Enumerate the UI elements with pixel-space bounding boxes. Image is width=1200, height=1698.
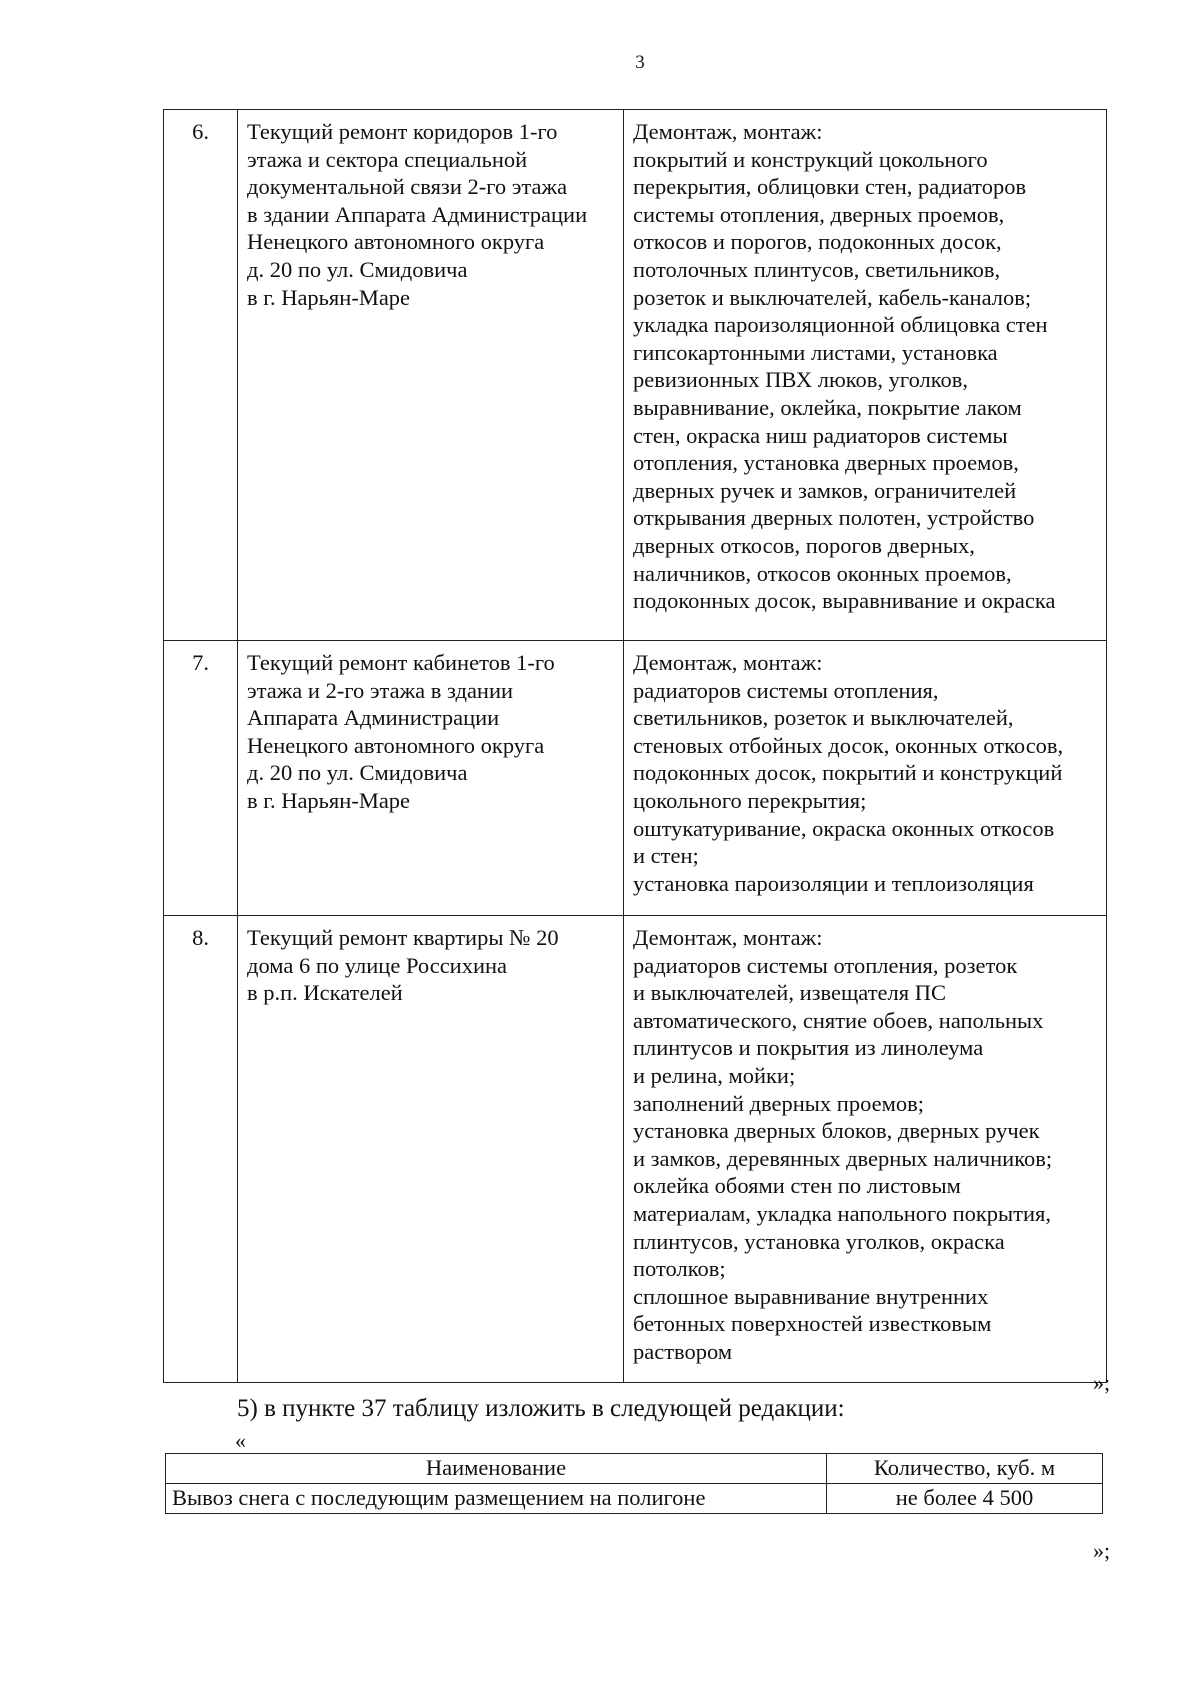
work-line: цокольного перекрытия;	[633, 787, 867, 813]
work-line: Демонтаж, монтаж:	[633, 925, 823, 950]
work-line: установка дверных блоков, дверных ручек	[633, 1118, 1040, 1144]
work-line: и выключателей, извещателя ПС	[633, 980, 946, 1006]
work-line: материалам, укладка напольного покрытия,	[633, 1200, 1052, 1226]
work-line: подоконных досок, выравнивание и окраска	[633, 588, 1056, 614]
work-line: перекрытия, облицовки стен, радиаторов	[633, 174, 1027, 200]
work-line: радиаторов системы отопления, розеток	[633, 952, 1018, 978]
work-line: укладка пароизоляционной облицовка стен	[633, 312, 1048, 338]
object-line: Аппарата Администрации	[247, 705, 500, 731]
work-line: оклейка обоями стен по листовым	[633, 1173, 961, 1199]
header-quantity: Количество, куб. м	[827, 1454, 1103, 1484]
work-line: плинтусов и покрытия из линолеума	[633, 1035, 984, 1061]
work-line: отопления, установка дверных проемов,	[633, 450, 1019, 476]
header-name: Наименование	[166, 1454, 827, 1484]
object-line: в г. Нарьян-Маре	[247, 284, 411, 310]
object-line: Текущий ремонт коридоров 1-го	[247, 119, 558, 144]
work-line: наличников, откосов оконных проемов,	[633, 560, 1012, 586]
work-line: оштукатуривание, окраска оконных откосов	[633, 815, 1055, 841]
work-line: Демонтаж, монтаж:	[633, 650, 823, 675]
object-line: в здании Аппарата Администрации	[247, 201, 588, 227]
object-line: в р.п. Искателей	[247, 980, 403, 1006]
object-line: д. 20 по ул. Смидовича	[247, 256, 468, 282]
object-line: дома 6 по улице Россихина	[247, 952, 508, 978]
table-row	[164, 641, 1107, 916]
work-line: заполнений дверных проемов;	[633, 1090, 924, 1116]
object-line: этажа и сектора специальной	[247, 146, 528, 172]
object-line: в г. Нарьян-Маре	[247, 787, 411, 813]
works-table	[163, 109, 1107, 1383]
work-line: выравнивание, оклейка, покрытие лаком	[633, 394, 1022, 420]
object-line: Текущий ремонт кабинетов 1-го	[247, 650, 555, 675]
amendment-text: 5) в пункте 37 таблицу изложить в следующей редакции:	[237, 1395, 845, 1422]
object-line: Ненецкого автономного округа	[247, 229, 545, 255]
work-line: Демонтаж, монтаж:	[633, 119, 823, 144]
work-line: стен, окраска ниш радиаторов системы	[633, 422, 1008, 448]
work-line: бетонных поверхностей известковым	[633, 1311, 992, 1337]
snow-removal-table	[165, 1453, 1103, 1514]
work-line: светильников, розеток и выключателей,	[633, 705, 1014, 731]
snow-item-name: Вывоз снега с последующим размещением на полигоне	[166, 1484, 827, 1514]
object-line: этажа и 2-го этажа в здании	[247, 677, 514, 703]
work-line: и стен;	[633, 843, 699, 869]
work-line: автоматического, снятие обоев, напольных	[633, 1007, 1044, 1033]
work-line: дверных ручек и замков, ограничителей	[633, 477, 1017, 503]
work-line: гипсокартонными листами, установка	[633, 339, 998, 365]
work-line: установка пароизоляции и теплоизоляция	[633, 870, 1034, 896]
work-line: сплошное выравнивание внутренних	[633, 1283, 989, 1309]
work-line: раствором	[633, 1338, 733, 1364]
row-number: 8.	[164, 916, 238, 1383]
work-line: ревизионных ПВХ люков, уголков,	[633, 367, 969, 393]
object-line: Ненецкого автономного округа	[247, 732, 545, 758]
table-row	[164, 110, 1107, 641]
work-line: покрытий и конструкций цокольного	[633, 146, 988, 172]
works-table-closing-quote: »;	[1093, 1370, 1111, 1395]
object-line: д. 20 по ул. Смидовича	[247, 760, 468, 786]
work-line: открывания дверных полотен, устройство	[633, 505, 1035, 531]
object-description	[238, 916, 624, 1383]
row-number: 6.	[164, 110, 238, 641]
work-line: потолков;	[633, 1256, 726, 1282]
table-row	[164, 916, 1107, 1383]
object-line: документальной связи 2-го этажа	[247, 174, 568, 200]
work-line: системы отопления, дверных проемов,	[633, 201, 1005, 227]
work-line: радиаторов системы отопления,	[633, 677, 939, 703]
work-line: и замков, деревянных дверных наличников;	[633, 1145, 1053, 1171]
row-number: 7.	[164, 641, 238, 916]
work-line: и релина, мойки;	[633, 1062, 796, 1088]
snow-table-closing-quote: »;	[1093, 1538, 1111, 1563]
object-description	[238, 641, 624, 916]
work-line: подоконных досок, покрытий и конструкций	[633, 760, 1063, 786]
work-description	[624, 110, 1107, 641]
work-line: откосов и порогов, подоконных досок,	[633, 229, 1002, 255]
page-number: 3	[635, 52, 645, 73]
work-line: потолочных плинтусов, светильников,	[633, 256, 1001, 282]
amendment-open-quote: «	[235, 1428, 246, 1453]
snow-table-header-row	[166, 1454, 1103, 1484]
table-row	[166, 1484, 1103, 1514]
work-line: розеток и выключателей, кабель-каналов;	[633, 284, 1032, 310]
work-description	[624, 916, 1107, 1383]
work-description	[624, 641, 1107, 916]
snow-item-quantity: не более 4 500	[827, 1484, 1103, 1514]
work-line: плинтусов, установка уголков, окраска	[633, 1228, 1005, 1254]
object-line: Текущий ремонт квартиры № 20	[247, 925, 559, 950]
work-line: стеновых отбойных досок, оконных откосов,	[633, 732, 1064, 758]
object-description	[238, 110, 624, 641]
work-line: дверных откосов, порогов дверных,	[633, 532, 975, 558]
